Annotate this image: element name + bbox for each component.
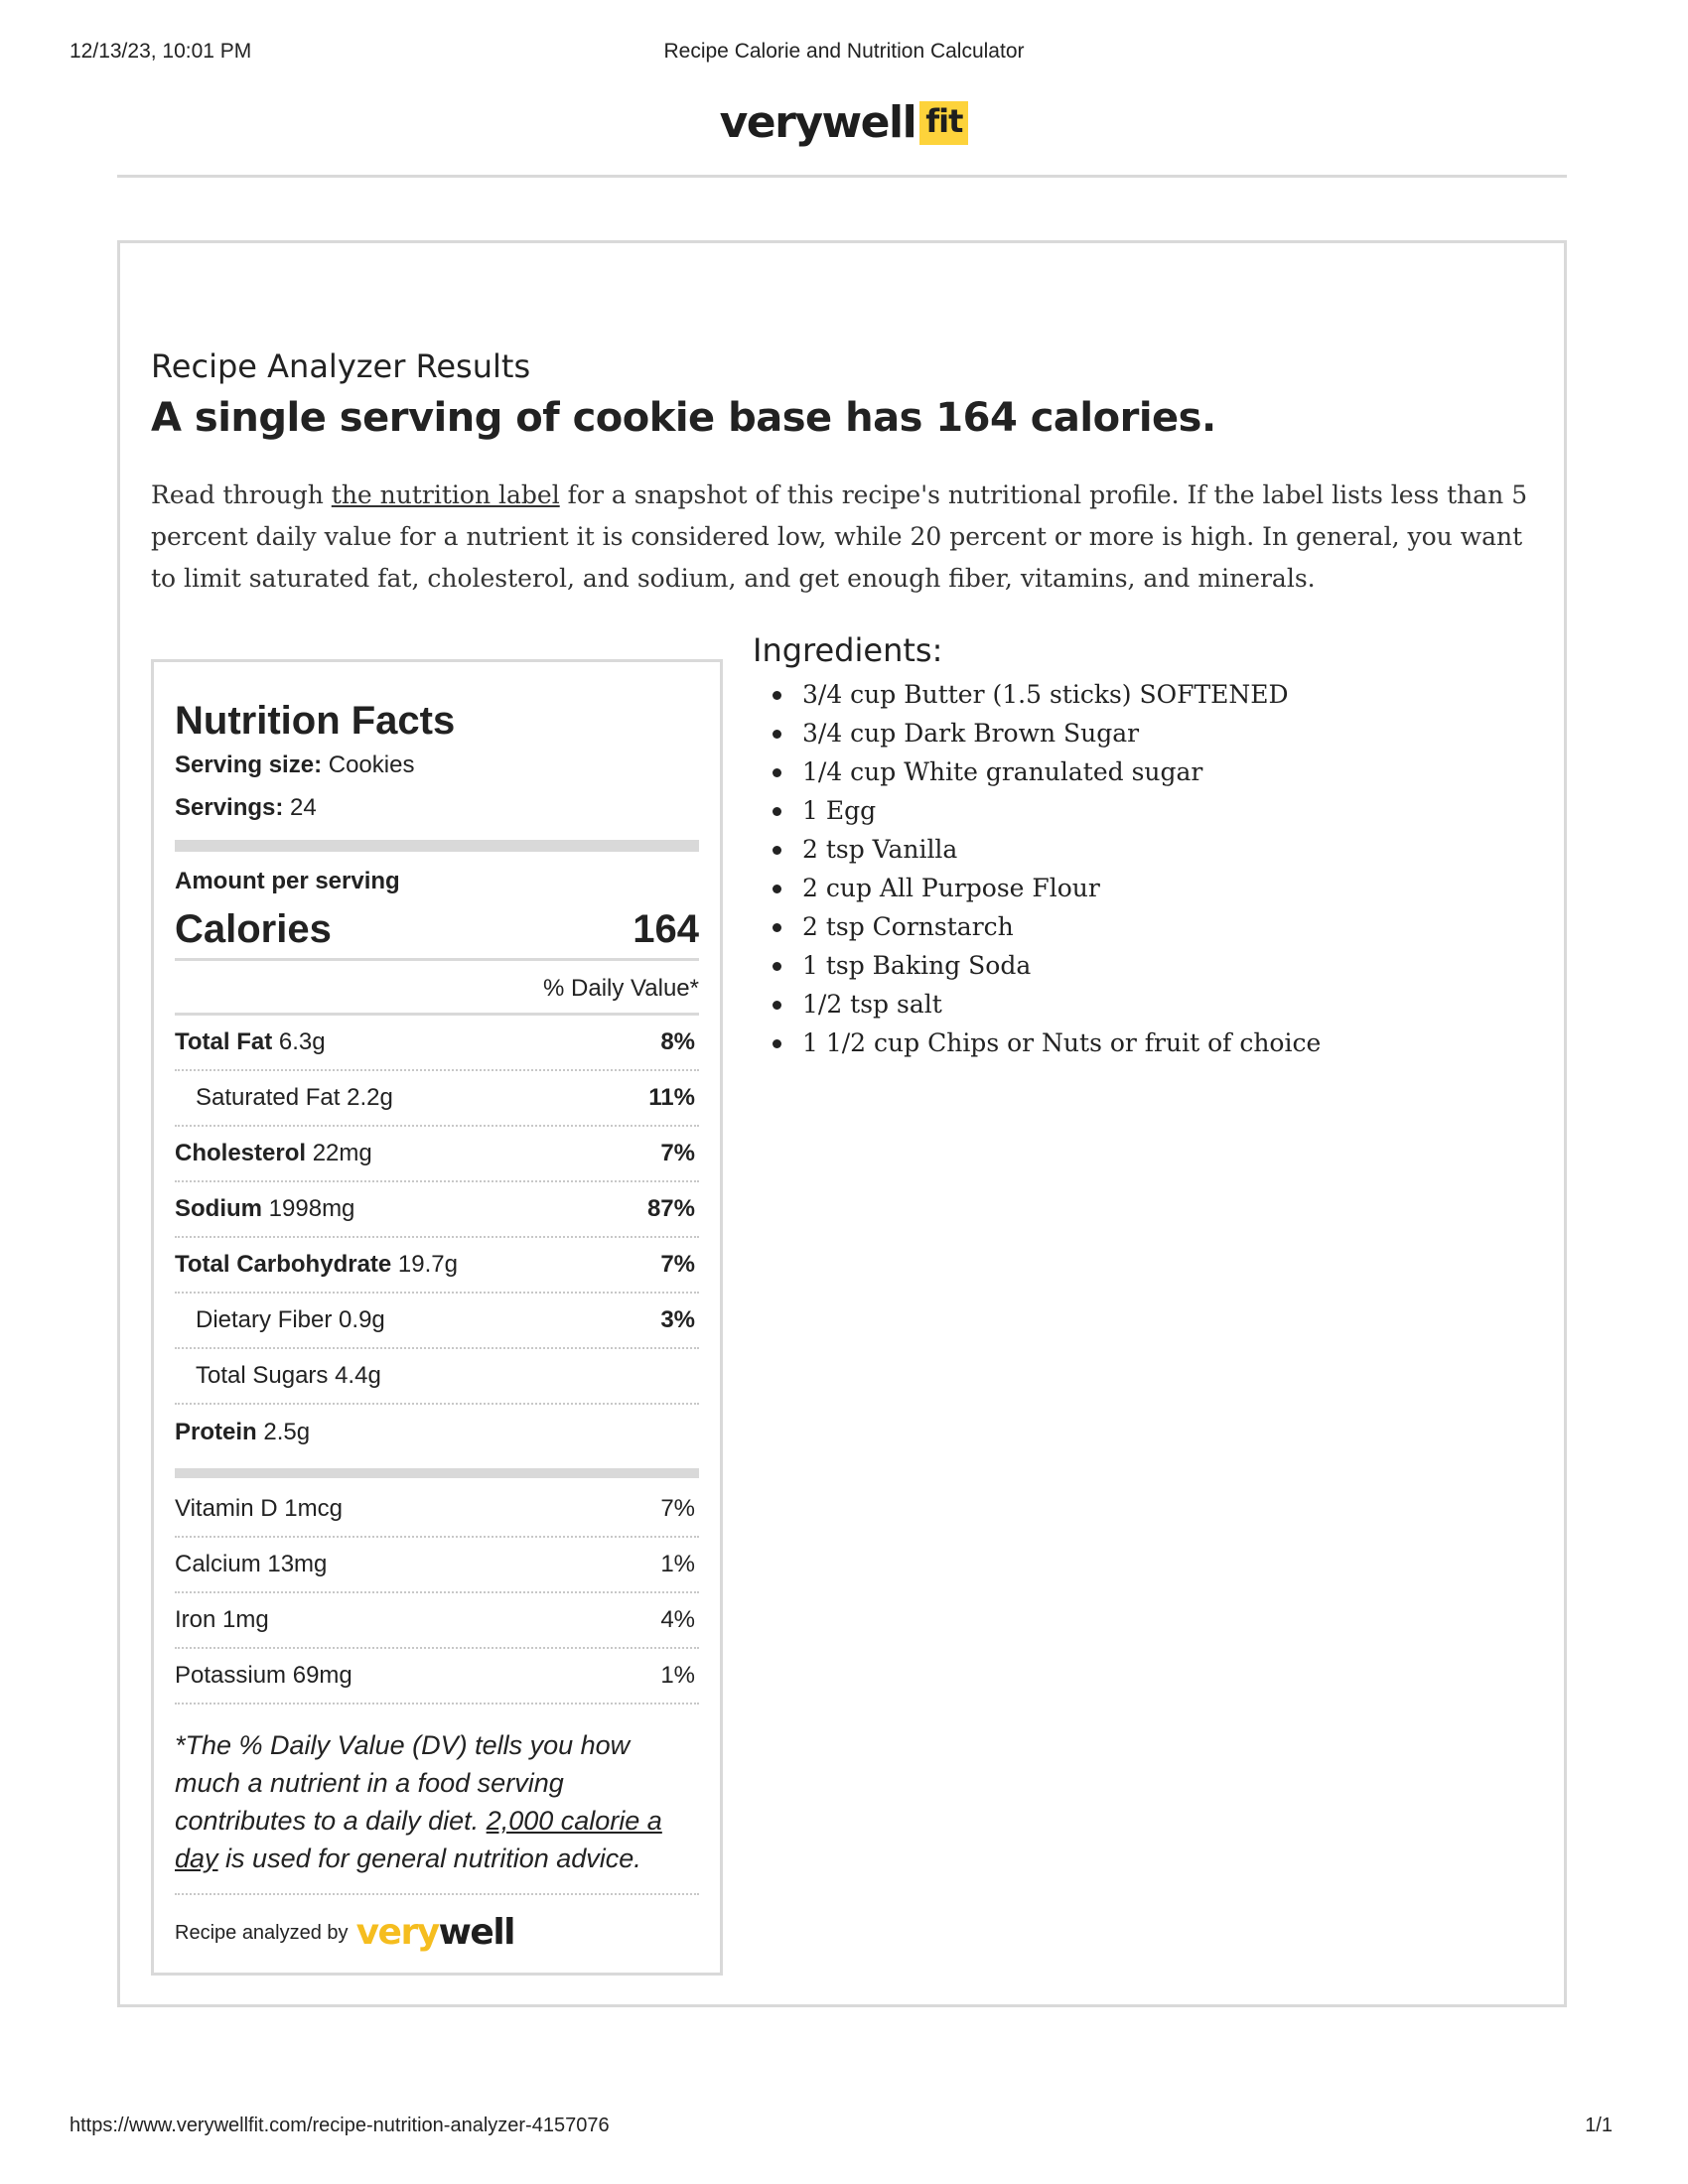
logo-well: well bbox=[438, 1912, 515, 1953]
vitamin-amount: 69mg bbox=[292, 1662, 352, 1689]
ingredient-item: 2 tsp Vanilla bbox=[753, 830, 1547, 869]
ingredient-item: 1 1/2 cup Chips or Nuts or fruit of choice bbox=[753, 1024, 1547, 1062]
vitamin-amount: 13mg bbox=[267, 1551, 328, 1577]
analyzed-by-label: Recipe analyzed by bbox=[175, 1921, 349, 1944]
nutrient-percent: 11% bbox=[648, 1084, 695, 1111]
servings-label: Servings: bbox=[175, 794, 284, 821]
ingredient-item: 2 cup All Purpose Flour bbox=[753, 869, 1547, 907]
nutrient-row bbox=[175, 1294, 699, 1349]
analyzed-by bbox=[175, 1912, 699, 1953]
ingredient-item: 1 tsp Baking Soda bbox=[753, 946, 1547, 985]
nutrient-percent: 7% bbox=[660, 1251, 695, 1278]
header-divider bbox=[117, 175, 1567, 178]
nutrient-row bbox=[175, 1071, 699, 1127]
amount-per-serving: Amount per serving bbox=[175, 868, 400, 894]
intro-text-start: Read through bbox=[151, 480, 332, 509]
nutrient-name: Saturated Fat bbox=[196, 1084, 341, 1111]
nutrient-row bbox=[175, 1349, 699, 1405]
ingredient-item: 3/4 cup Dark Brown Sugar bbox=[753, 714, 1547, 752]
nutrient-amount: 2.5g bbox=[263, 1419, 311, 1445]
vitamin-name: Potassium bbox=[175, 1662, 287, 1689]
nutrient-name: Total Sugars bbox=[196, 1362, 329, 1389]
vitamin-name: Vitamin D bbox=[175, 1495, 278, 1522]
nutrient-percent: 7% bbox=[660, 1140, 695, 1166]
footnote-text-start: *The % Daily Value (DV) tells you how much a nutrient in a food serving contributes to a daily diet. bbox=[175, 1730, 631, 1836]
nutrition-facts-panel bbox=[151, 659, 723, 1976]
nutrition-facts-title: Nutrition Facts bbox=[175, 699, 456, 743]
calories-label: Calories bbox=[175, 907, 332, 951]
ingredients-title: Ingredients: bbox=[753, 631, 943, 669]
results-label: Recipe Analyzer Results bbox=[151, 347, 531, 385]
serving-size-label: Serving size: bbox=[175, 751, 323, 778]
nutrient-amount: 1998mg bbox=[268, 1195, 355, 1222]
nutrient-amount: 22mg bbox=[312, 1140, 372, 1166]
nutrient-amount: 4.4g bbox=[335, 1362, 381, 1389]
verywell-logo[interactable] bbox=[355, 1912, 515, 1953]
nutrient-row bbox=[175, 1238, 699, 1294]
ingredient-item: 1/4 cup White granulated sugar bbox=[753, 752, 1547, 791]
results-headline: A single serving of cookie base has 164 calories. bbox=[151, 395, 1216, 441]
nutrient-percent: 8% bbox=[660, 1028, 695, 1055]
nutrient-percent: 3% bbox=[660, 1306, 695, 1333]
logo-fit-badge: fit bbox=[919, 101, 968, 145]
calorie-a-day-link[interactable]: 2,000 calorie a day bbox=[175, 1806, 662, 1873]
nutrient-name: Cholesterol bbox=[175, 1140, 307, 1166]
ingredients-section bbox=[753, 631, 1547, 1062]
logo-wordmark: verywell bbox=[719, 97, 916, 148]
vitamin-row bbox=[175, 1649, 699, 1705]
thick-divider bbox=[175, 1468, 699, 1478]
ingredient-item: 1 Egg bbox=[753, 791, 1547, 830]
footnote-text-end: is used for general nutrition advice. bbox=[217, 1843, 641, 1873]
ingredients-list bbox=[753, 675, 1547, 1062]
vitamin-row bbox=[175, 1482, 699, 1538]
nutrient-percent: 87% bbox=[646, 1195, 695, 1222]
vitamin-amount: 1mg bbox=[222, 1606, 269, 1633]
nutrient-amount: 19.7g bbox=[397, 1251, 458, 1278]
nutrient-row bbox=[175, 1127, 699, 1182]
results-intro bbox=[151, 475, 1541, 600]
ingredient-item: 3/4 cup Butter (1.5 sticks) SOFTENED bbox=[753, 675, 1547, 714]
site-logo[interactable] bbox=[0, 97, 1688, 148]
vitamin-row bbox=[175, 1538, 699, 1593]
ingredient-item: 2 tsp Cornstarch bbox=[753, 907, 1547, 946]
nutrient-row bbox=[175, 1405, 699, 1460]
nutrient-amount: 6.3g bbox=[278, 1028, 326, 1055]
print-url: https://www.verywellfit.com/recipe-nutrition-analyzer-4157076 bbox=[70, 2115, 610, 2136]
nutrient-name: Sodium bbox=[175, 1195, 262, 1222]
nutrient-name: Total Fat bbox=[175, 1028, 273, 1055]
vitamin-row bbox=[175, 1593, 699, 1649]
ingredient-item: 1/2 tsp salt bbox=[753, 985, 1547, 1024]
nutrient-name: Protein bbox=[175, 1419, 257, 1445]
daily-value-header: % Daily Value* bbox=[175, 961, 699, 1016]
nutrient-name: Total Carbohydrate bbox=[175, 1251, 392, 1278]
nutrient-row bbox=[175, 1016, 699, 1071]
vitamin-name: Calcium bbox=[175, 1551, 261, 1577]
vitamin-name: Iron bbox=[175, 1606, 216, 1633]
servings bbox=[175, 794, 699, 822]
thick-divider bbox=[175, 840, 699, 852]
print-page-title: Recipe Calorie and Nutrition Calculator bbox=[663, 40, 1025, 63]
nutrient-row bbox=[175, 1182, 699, 1238]
vitamin-percent: 1% bbox=[660, 1551, 695, 1577]
nutrition-label-link[interactable]: the nutrition label bbox=[331, 480, 560, 509]
vitamin-percent: 1% bbox=[660, 1662, 695, 1689]
nutrient-amount: 0.9g bbox=[339, 1306, 385, 1333]
serving-size-value: Cookies bbox=[328, 751, 415, 778]
vitamin-percent: 4% bbox=[660, 1606, 695, 1633]
calories-value: 164 bbox=[633, 907, 699, 951]
serving-size bbox=[175, 751, 699, 779]
print-header bbox=[0, 40, 1688, 69]
logo-very: very bbox=[355, 1912, 439, 1953]
nutrient-name: Dietary Fiber bbox=[196, 1306, 333, 1333]
calories-row bbox=[175, 907, 699, 961]
print-page-number: 1/1 bbox=[1585, 2115, 1613, 2136]
servings-value: 24 bbox=[290, 794, 317, 821]
daily-value-footnote bbox=[175, 1705, 699, 1895]
nutrient-amount: 2.2g bbox=[347, 1084, 393, 1111]
vitamin-percent: 7% bbox=[660, 1495, 695, 1522]
intro-text-end: for a snapshot of this recipe's nutritional profile. If the label lists less than 5 percent daily value for a nutrient it is considered low, while 20 percent or more is high. In general, you want to limit saturated fat, cholesterol, and sodium, and get enough fiber, vitamins, and minerals. bbox=[151, 480, 1528, 593]
vitamin-amount: 1mcg bbox=[284, 1495, 343, 1522]
print-date: 12/13/23, 10:01 PM bbox=[70, 40, 252, 63]
